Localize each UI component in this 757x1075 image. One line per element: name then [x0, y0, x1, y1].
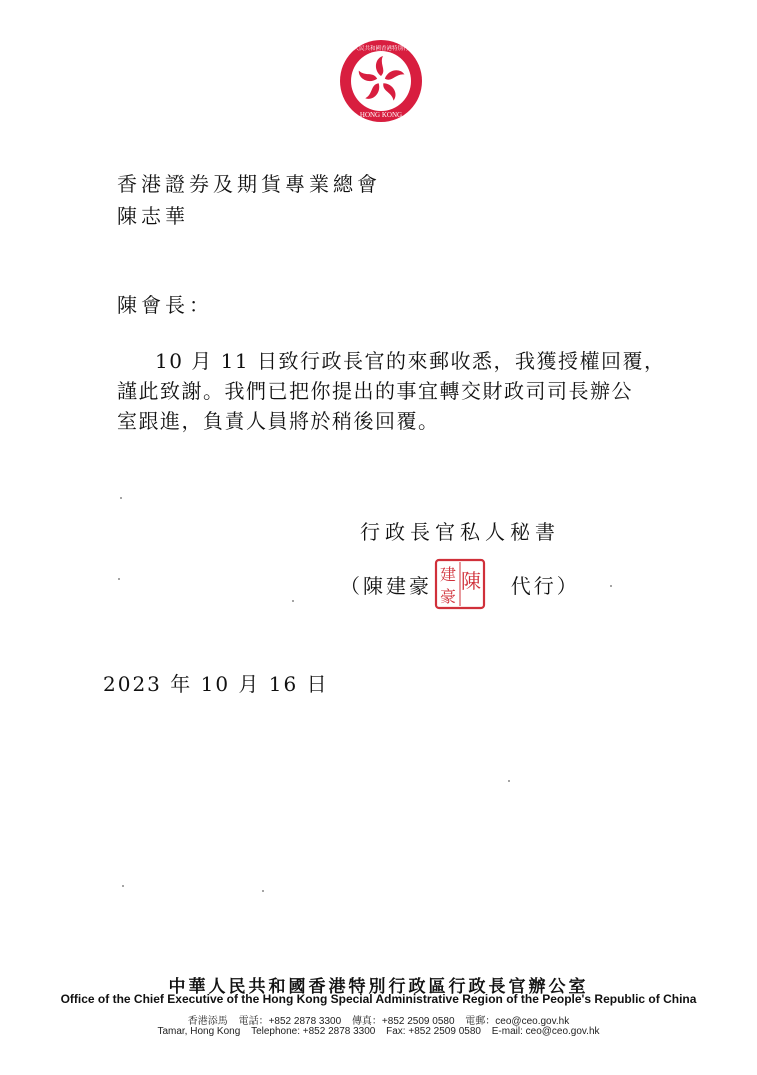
footer-office-en: Office of the Chief Executive of the Hong Kong Special Administrative Region of the People's Republic of China: [60, 992, 697, 1006]
svg-text:中華人民共和國香港特別行政區: 中華人民共和國香港特別行政區: [342, 46, 420, 52]
footer-contact-en: [0, 1026, 757, 1037]
scan-speck: [118, 578, 120, 580]
signature-on-behalf: 代行）: [510, 574, 580, 598]
footer-office-zh: 中華人民共和國香港特別行政區行政長官辦公室: [168, 977, 589, 997]
contact-fax-en: Fax: +852 2509 0580: [386, 1026, 481, 1037]
svg-text:HONG KONG: HONG KONG: [359, 111, 403, 119]
scan-speck: [120, 497, 122, 499]
signature-name: （陳建豪: [340, 574, 432, 598]
salutation: 陳會長：: [117, 293, 213, 317]
body-line-2: 謹此致謝。我們已把你提出的事宜轉交財政司司長辦公: [117, 379, 633, 403]
body-line-1: 10 月 11 日致行政長官的來郵收悉，我獲授權回覆，: [155, 349, 666, 373]
scan-speck: [262, 890, 264, 892]
contact-email-en: E-mail: ceo@ceo.gov.hk: [491, 1026, 600, 1037]
scan-speck: [292, 600, 294, 602]
seal-stamp: [434, 558, 486, 610]
signature-title: 行政長官私人秘書: [360, 520, 560, 544]
scan-speck: [122, 885, 124, 887]
footer-contact-zh: [0, 1012, 757, 1027]
contact-phone-en: Telephone: +852 2878 3300: [251, 1026, 376, 1037]
letter-date: 2023 年 10 月 16 日: [103, 672, 329, 696]
contact-fax-zh: 傳真：+852 2509 0580: [351, 1016, 455, 1027]
contact-address-en: Tamar, Hong Kong: [157, 1026, 241, 1037]
scan-speck: [610, 585, 612, 587]
svg-text:豪: 豪: [439, 587, 457, 606]
svg-text:陳: 陳: [461, 569, 481, 593]
contact-phone-zh: 電話：+852 2878 3300: [238, 1016, 342, 1027]
addressee-organization: 香港證券及期貨專業總會: [117, 172, 381, 196]
hong-kong-emblem: [338, 38, 424, 124]
addressee-name: 陳志華: [117, 204, 189, 228]
svg-text:建: 建: [439, 565, 457, 584]
contact-email-zh: 電郵：ceo@ceo.gov.hk: [465, 1016, 570, 1027]
contact-address-zh: 香港添馬: [187, 1016, 228, 1027]
scan-speck: [508, 780, 510, 782]
body-line-3: 室跟進，負責人員將於稍後回覆。: [117, 409, 440, 433]
